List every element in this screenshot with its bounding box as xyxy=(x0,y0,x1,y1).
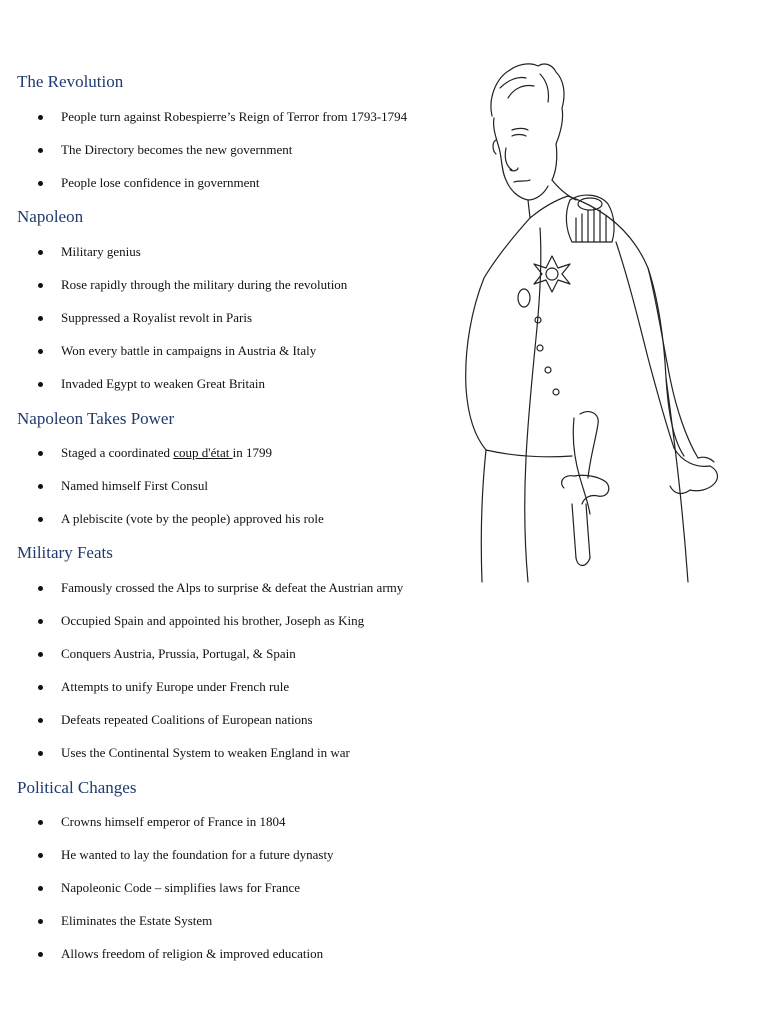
list-item: People turn against Robespierre’s Reign of Terror from 1793-1794 xyxy=(38,109,407,125)
bullet-icon xyxy=(38,718,43,723)
heading-the-revolution: The Revolution xyxy=(17,72,124,91)
bullet-icon xyxy=(38,115,43,120)
bullet-icon xyxy=(38,484,43,489)
heading-political-changes: Political Changes xyxy=(17,778,137,797)
bullet-icon xyxy=(38,751,43,756)
list-item: Suppressed a Royalist revolt in Paris xyxy=(38,310,252,326)
bullet-icon xyxy=(38,652,43,657)
list-item: Named himself First Consul xyxy=(38,478,208,494)
bullet-icon xyxy=(38,181,43,186)
list-item: Military genius xyxy=(38,244,141,260)
list-item: Occupied Spain and appointed his brother, Joseph as King xyxy=(38,613,364,629)
list-item: Rose rapidly through the military during the revolution xyxy=(38,277,347,293)
list-item: Staged a coordinated coup d'état in 1799 xyxy=(38,445,272,461)
bullet-icon xyxy=(38,586,43,591)
bullet-icon xyxy=(38,316,43,321)
list-item: Conquers Austria, Prussia, Portugal, & Spain xyxy=(38,646,296,662)
bullet-icon xyxy=(38,517,43,522)
bullet-icon xyxy=(38,250,43,255)
list-item: Allows freedom of religion & improved education xyxy=(38,946,323,962)
bullet-icon xyxy=(38,283,43,288)
heading-napoleon-takes-power: Napoleon Takes Power xyxy=(17,409,175,428)
list-item: People lose confidence in government xyxy=(38,175,260,191)
bullet-icon xyxy=(38,820,43,825)
list-item: Attempts to unify Europe under French rule xyxy=(38,679,289,695)
bullet-icon xyxy=(38,349,43,354)
bullet-icon xyxy=(38,619,43,624)
bullet-icon xyxy=(38,382,43,387)
list-item: Napoleonic Code – simplifies laws for France xyxy=(38,880,300,896)
list-item: Uses the Continental System to weaken England in war xyxy=(38,745,350,761)
heading-napoleon: Napoleon xyxy=(17,207,84,226)
bullet-icon xyxy=(38,853,43,858)
list-item: Defeats repeated Coalitions of European nations xyxy=(38,712,313,728)
bullet-icon xyxy=(38,451,43,456)
bullet-icon xyxy=(38,886,43,891)
list-item: He wanted to lay the foundation for a future dynasty xyxy=(38,847,334,863)
heading-military-feats: Military Feats xyxy=(17,543,113,562)
list-item: Eliminates the Estate System xyxy=(38,913,212,929)
list-item: Famously crossed the Alps to surprise & defeat the Austrian army xyxy=(38,580,403,596)
bullet-icon xyxy=(38,148,43,153)
coup-detat-term: coup d'état xyxy=(173,445,233,460)
list-item: The Directory becomes the new government xyxy=(38,142,292,158)
list-item: Crowns himself emperor of France in 1804 xyxy=(38,814,286,830)
bullet-icon xyxy=(38,685,43,690)
list-item: Invaded Egypt to weaken Great Britain xyxy=(38,376,265,392)
bullet-icon xyxy=(38,952,43,957)
napoleon-portrait-icon xyxy=(452,58,722,586)
list-item: A plebiscite (vote by the people) approved his role xyxy=(38,511,324,527)
bullet-icon xyxy=(38,919,43,924)
list-item: Won every battle in campaigns in Austria & Italy xyxy=(38,343,316,359)
